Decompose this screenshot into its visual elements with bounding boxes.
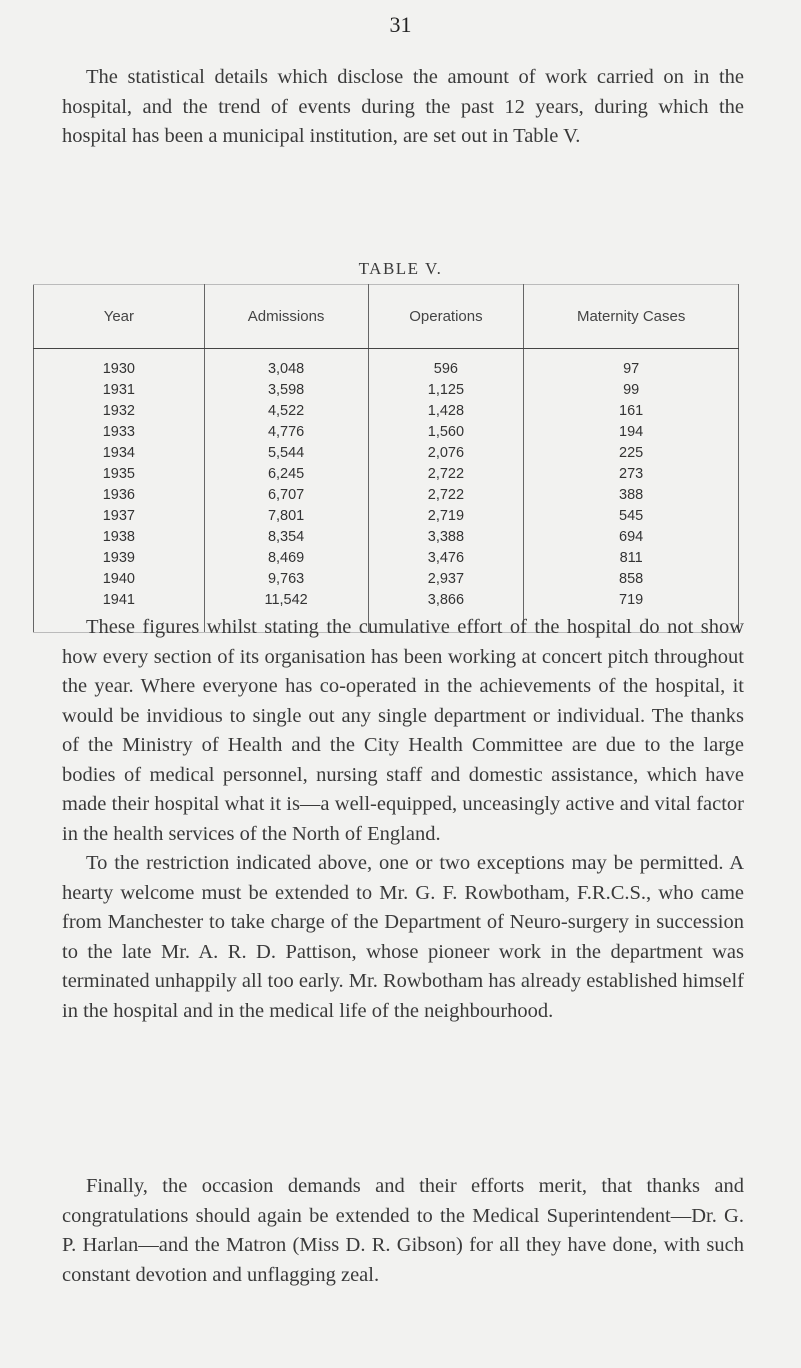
cell-operations: 596 xyxy=(368,349,524,380)
cell-admissions: 4,776 xyxy=(204,421,368,442)
cell-year: 1933 xyxy=(34,421,205,442)
cell-year: 1938 xyxy=(34,526,205,547)
cell-operations: 2,937 xyxy=(368,568,524,589)
header-admissions: Admissions xyxy=(204,285,368,349)
table-row xyxy=(34,379,739,400)
cell-operations: 2,076 xyxy=(368,442,524,463)
table-row xyxy=(34,526,739,547)
cell-maternity: 161 xyxy=(524,400,739,421)
cell-admissions: 8,469 xyxy=(204,547,368,568)
cell-maternity: 97 xyxy=(524,349,739,380)
cell-maternity: 694 xyxy=(524,526,739,547)
cell-year: 1940 xyxy=(34,568,205,589)
cell-admissions: 6,707 xyxy=(204,484,368,505)
table-title: TABLE V. xyxy=(358,259,443,278)
table-row xyxy=(34,400,739,421)
cell-maternity: 858 xyxy=(524,568,739,589)
cell-admissions: 6,245 xyxy=(204,463,368,484)
cell-admissions: 9,763 xyxy=(204,568,368,589)
paragraph-text: Finally, the occasion demands and their efforts merit, that thanks and congratulations should again be extended to the Medical Superintendent—Dr. G. P. Harlan—and the Matron (Miss D. R. Gibson) for all they have done, with such constant devotion and unflagging zeal. xyxy=(62,1175,744,1286)
cell-year: 1939 xyxy=(34,547,205,568)
cell-operations: 3,476 xyxy=(368,547,524,568)
cell-year: 1930 xyxy=(34,349,205,380)
cell-admissions: 4,522 xyxy=(204,400,368,421)
intro-text: The statistical details which disclose the amount of work carried on in the hospital, and the trend of events during the past 12 years, during which the hospital has been a municipal institution, are set out in Table V. xyxy=(62,66,744,147)
body-paragraph xyxy=(62,849,744,1026)
intro-paragraph xyxy=(62,63,744,152)
cell-maternity: 99 xyxy=(524,379,739,400)
cell-admissions: 3,598 xyxy=(204,379,368,400)
cell-operations: 2,719 xyxy=(368,505,524,526)
table-row xyxy=(34,505,739,526)
cell-admissions: 7,801 xyxy=(204,505,368,526)
cell-admissions: 8,354 xyxy=(204,526,368,547)
cell-year: 1941 xyxy=(34,589,205,633)
table-row xyxy=(34,568,739,589)
cell-maternity: 388 xyxy=(524,484,739,505)
header-operations: Operations xyxy=(368,285,524,349)
paragraph-text: These figures whilst stating the cumulative effort of the hospital do not show how every section of its organisation has been working at concert pitch throughout the year. Where everyone has co-operated in the achievements of the hospital, it would be invidious to single out any single department or individual. The thanks of the Ministry of Health and the City Health Committee are due to the large bodies of medical personnel, nursing staff and domestic assistance, which have made their hospital what it is—a well-equipped, unceasingly active and vital factor in the health services of the North of England. xyxy=(62,616,744,845)
statistics-table xyxy=(33,284,739,633)
table-row xyxy=(34,442,739,463)
cell-admissions: 5,544 xyxy=(204,442,368,463)
table-row xyxy=(34,349,739,380)
cell-maternity: 545 xyxy=(524,505,739,526)
header-maternity-cases: Maternity Cases xyxy=(524,285,739,349)
cell-maternity: 194 xyxy=(524,421,739,442)
cell-operations: 1,125 xyxy=(368,379,524,400)
body-paragraph xyxy=(62,1172,744,1290)
header-year: Year xyxy=(34,285,205,349)
cell-operations: 2,722 xyxy=(368,463,524,484)
table-row xyxy=(34,484,739,505)
cell-operations: 1,428 xyxy=(368,400,524,421)
table-row xyxy=(34,463,739,484)
body-paragraph xyxy=(62,613,744,849)
cell-maternity: 225 xyxy=(524,442,739,463)
cell-operations: 1,560 xyxy=(368,421,524,442)
cell-year: 1936 xyxy=(34,484,205,505)
table-row xyxy=(34,547,739,568)
cell-operations: 3,388 xyxy=(368,526,524,547)
cell-operations: 2,722 xyxy=(368,484,524,505)
page-number: 31 xyxy=(389,12,412,37)
cell-year: 1931 xyxy=(34,379,205,400)
cell-maternity: 811 xyxy=(524,547,739,568)
cell-admissions: 3,048 xyxy=(204,349,368,380)
table-row xyxy=(34,421,739,442)
cell-year: 1935 xyxy=(34,463,205,484)
cell-operations: 3,866 xyxy=(368,589,524,633)
cell-maternity: 719 xyxy=(524,589,739,633)
paragraph-text: To the restriction indicated above, one or two exceptions may be permitted. A hearty welcome must be extended to Mr. G. F. Rowbotham, F.R.C.S., who came from Manchester to take charge of the Department of Neuro-surgery in succession to the late Mr. A. R. D. Pattison, whose pioneer work in the department was terminated unhappily all too early. Mr. Rowbotham has already established himself in the hospital and in the medical life of the neighbourhood. xyxy=(62,852,744,1022)
cell-year: 1932 xyxy=(34,400,205,421)
table-header-row xyxy=(34,285,739,349)
cell-maternity: 273 xyxy=(524,463,739,484)
cell-year: 1934 xyxy=(34,442,205,463)
cell-year: 1937 xyxy=(34,505,205,526)
cell-admissions: 11,542 xyxy=(204,589,368,633)
